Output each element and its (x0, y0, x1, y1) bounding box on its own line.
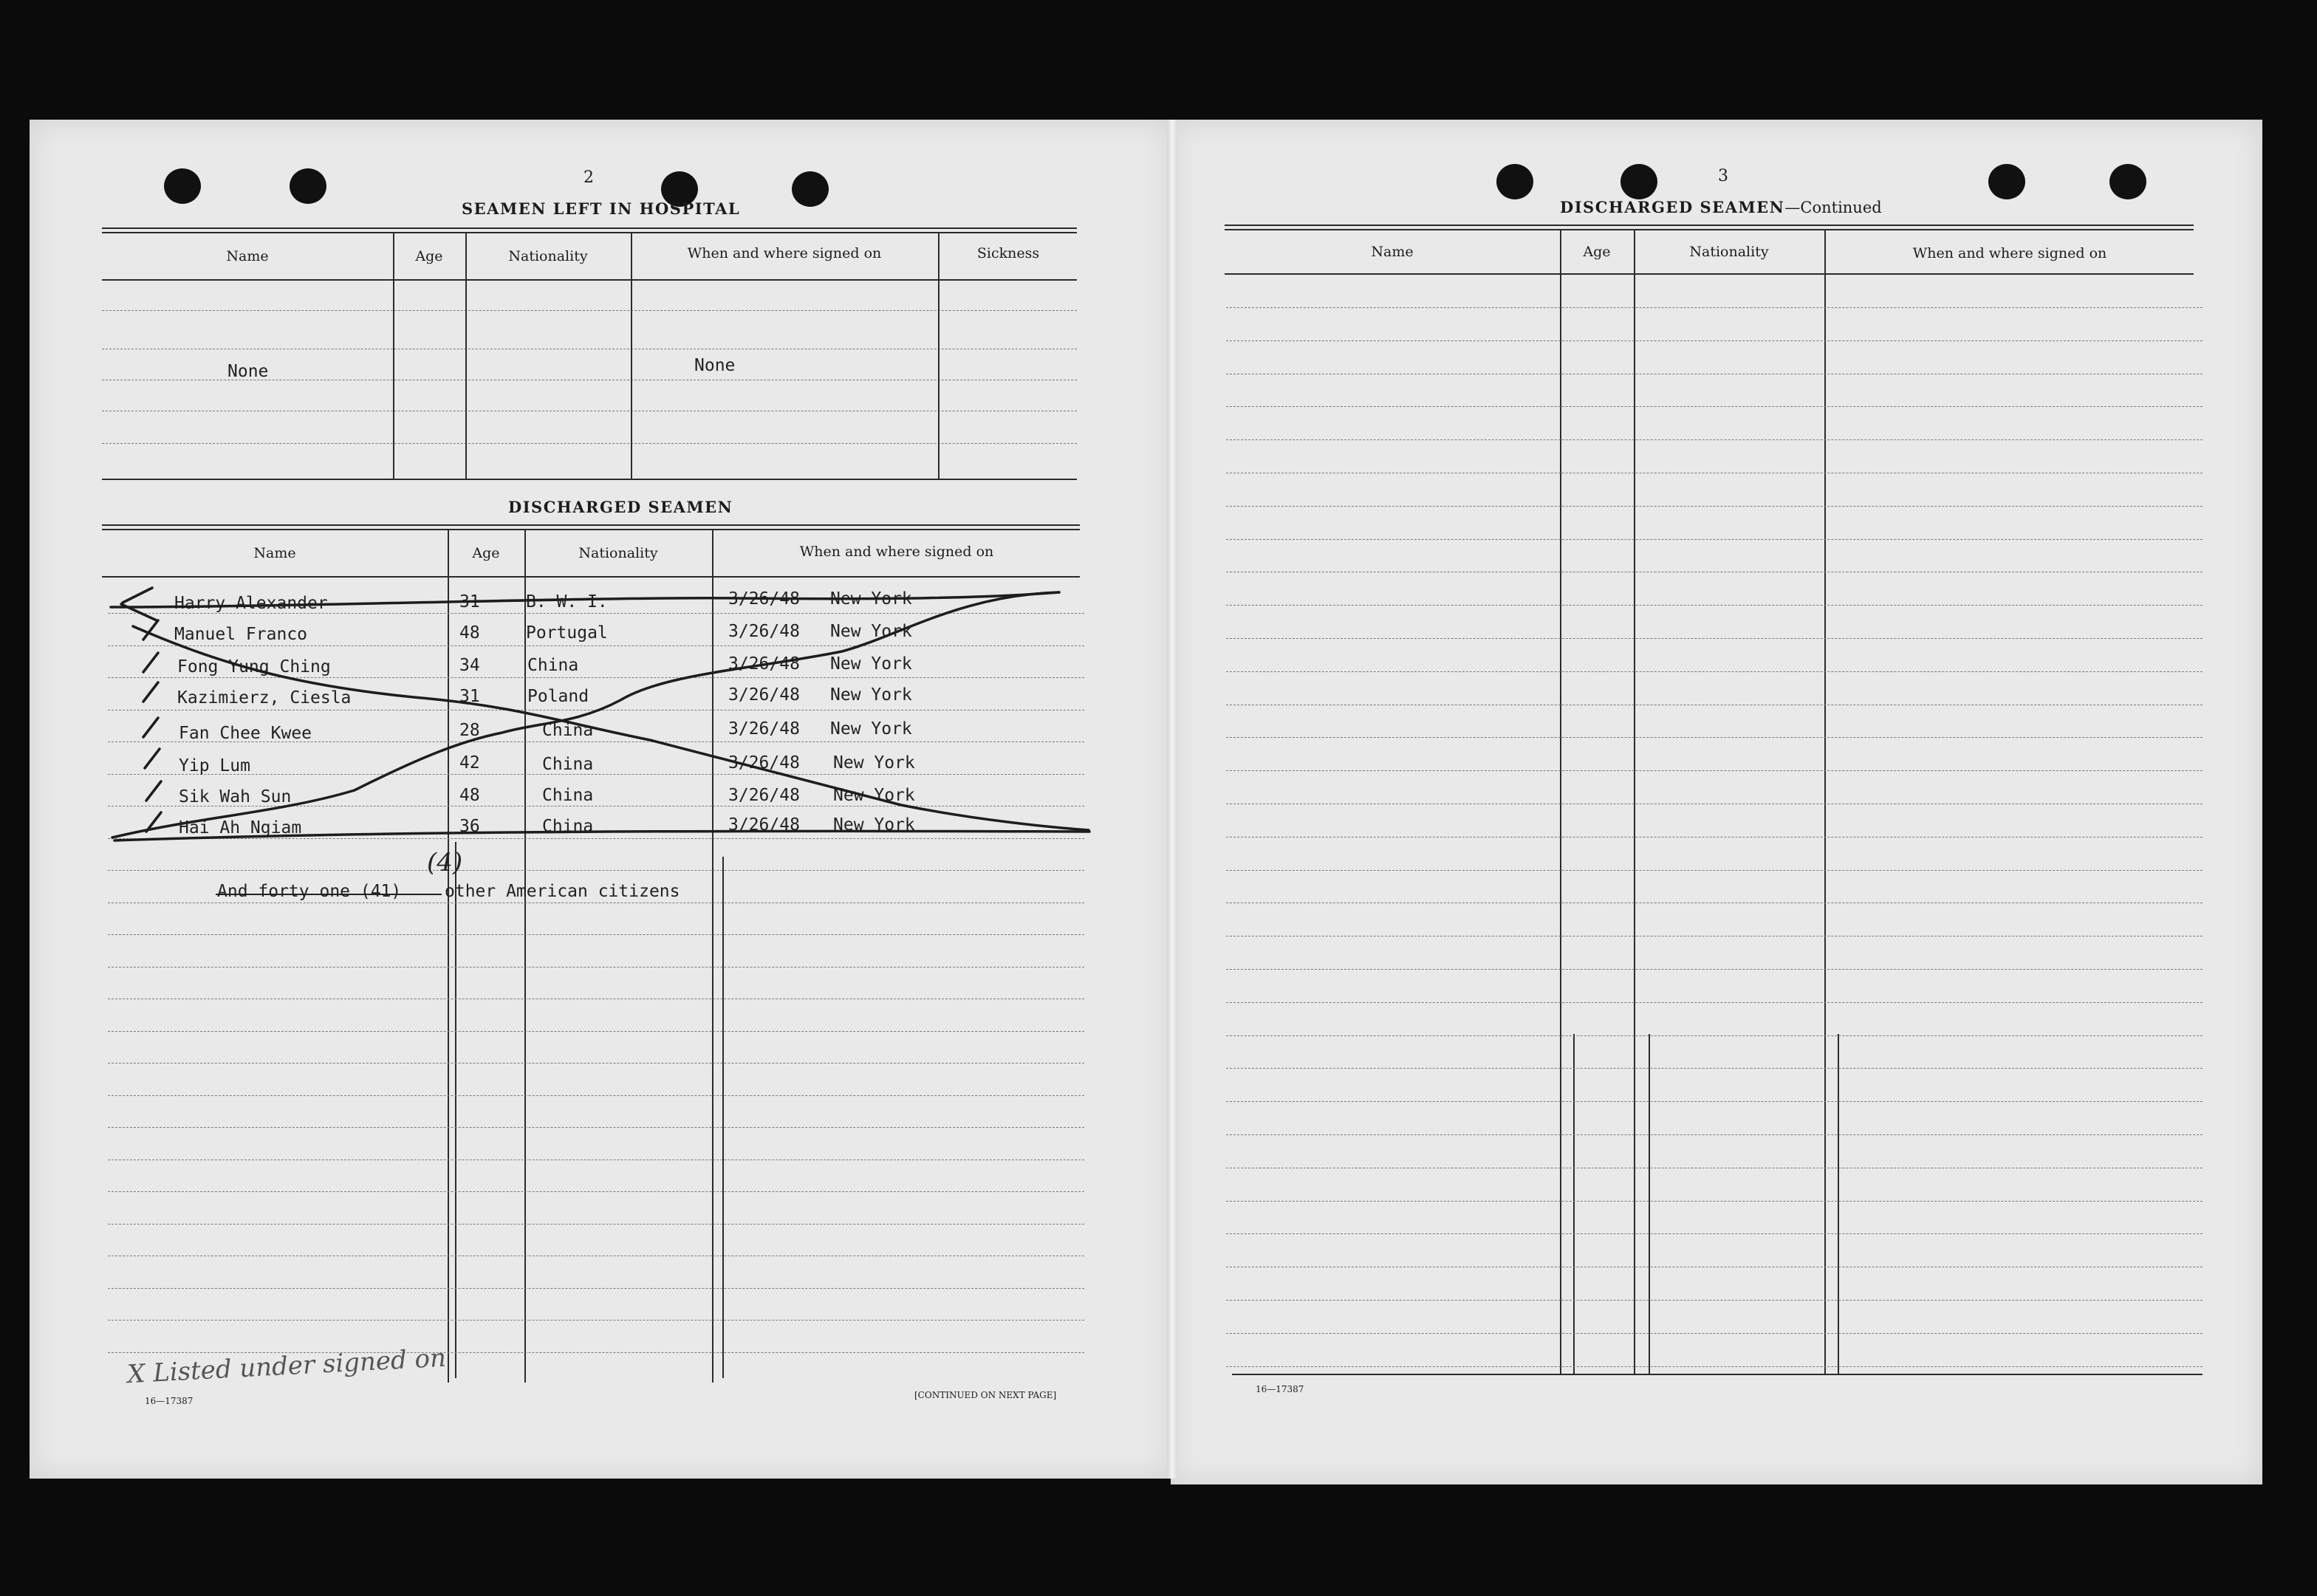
seaman-name: Fan Chee Kwee (179, 724, 312, 743)
rule-line (1226, 539, 2203, 540)
seaman-name: Fong Yung Ching (177, 657, 331, 677)
column-rule (1634, 229, 1635, 1375)
seaman-age: 31 (459, 687, 480, 706)
column-rule (1838, 1034, 1839, 1375)
rule-line (1226, 770, 2203, 771)
seaman-nationality: China (542, 786, 594, 805)
right-bottom-rule (1232, 1374, 2203, 1375)
seaman-signed-date: 3/26/48 (728, 622, 800, 641)
seaman-signed-place: New York (833, 815, 915, 835)
hospital-section-title: SEAMEN LEFT IN HOSPITAL (462, 199, 741, 218)
seaman-signed-place: New York (830, 685, 912, 705)
hospital-when-entry: None (694, 356, 736, 375)
rule-line (1226, 307, 2203, 308)
seaman-nationality: China (542, 755, 594, 774)
seaman-signed-date: 3/26/48 (728, 589, 800, 609)
citizens-text: other American citizens (445, 882, 680, 901)
right-header-name: Name (1371, 244, 1414, 260)
rule-line (1226, 1233, 2203, 1234)
rule-line (1226, 1035, 2203, 1036)
seaman-signed-date: 3/26/48 (728, 654, 800, 674)
rule-line (1226, 969, 2203, 970)
cross-out-strokes (111, 588, 1089, 840)
hospital-name-entry: None (227, 362, 269, 381)
seaman-age: 28 (459, 721, 480, 740)
left-form-number: 16—17387 (145, 1396, 194, 1406)
discharged-section-title: DISCHARGED SEAMEN (508, 498, 733, 516)
seaman-signed-date: 3/26/48 (728, 753, 800, 773)
seaman-name: Yip Lum (179, 756, 250, 775)
seaman-name: Kazimierz, Ciesla (177, 688, 352, 708)
continued-note: [CONTINUED ON NEXT PAGE] (914, 1390, 1057, 1400)
rule-line (1226, 1366, 2203, 1367)
seaman-nationality: China (527, 656, 579, 675)
right-header-nationality: Nationality (1689, 244, 1769, 260)
seaman-signed-place: New York (833, 753, 915, 773)
rule-line (1226, 439, 2203, 440)
discharged-header-nationality: Nationality (578, 545, 658, 561)
seaman-signed-date: 3/26/48 (728, 815, 800, 835)
rule-line (1226, 1101, 2203, 1102)
seaman-name: Sik Wah Sun (179, 787, 292, 806)
seaman-age: 42 (459, 753, 480, 773)
discharged-header-name: Name (253, 545, 296, 561)
hospital-header-sickness: Sickness (976, 245, 1040, 261)
seaman-age: 36 (459, 817, 480, 836)
seaman-signed-place: New York (830, 719, 912, 739)
right-title-suffix: —Continued (1784, 199, 1882, 216)
column-rule (1649, 1034, 1650, 1375)
rule-line (1226, 1333, 2203, 1334)
seaman-signed-place: New York (833, 786, 915, 805)
right-page-number: 3 (1718, 167, 1728, 185)
rule-line (1226, 638, 2203, 639)
rule-line (1226, 406, 2203, 407)
discharged-header-age: Age (472, 545, 500, 561)
hospital-header-name: Name (226, 248, 269, 264)
left-page-number: 2 (583, 168, 594, 187)
rule-line (1226, 605, 2203, 606)
rule-line (1226, 1002, 2203, 1003)
rule-line (1226, 1134, 2203, 1135)
seaman-age: 34 (459, 656, 480, 675)
seaman-nationality: B. W. I. (526, 592, 608, 612)
handwritten-note: X Listed under signed on (126, 1343, 447, 1390)
seaman-age: 31 (459, 592, 480, 612)
discharged-header-when-signed: When and where signed on (799, 544, 994, 560)
rule-line (1226, 1068, 2203, 1069)
seaman-signed-place: New York (830, 654, 912, 674)
seaman-signed-place: New York (830, 622, 912, 641)
right-header-age: Age (1583, 244, 1611, 260)
seaman-signed-date: 3/26/48 (728, 786, 800, 805)
right-top-rule (1225, 225, 2194, 230)
rule-line (1226, 837, 2203, 838)
right-header-when-signed: When and where signed on (1912, 245, 2107, 261)
hospital-header-when-signed: When and where signed on (687, 245, 882, 261)
citizens-struck-text: And forty one (41) (217, 882, 402, 901)
rule-line (1226, 1300, 2203, 1301)
right-section-title (1560, 198, 1882, 216)
column-rule (1573, 1034, 1575, 1375)
seaman-signed-place: New York (830, 589, 912, 609)
column-rule (1824, 229, 1826, 1375)
rule-line (1226, 340, 2203, 341)
right-header-rule (1225, 273, 2194, 275)
hospital-header-nationality: Nationality (508, 248, 588, 264)
seaman-age: 48 (459, 786, 480, 805)
seaman-signed-date: 3/26/48 (728, 685, 800, 705)
rule-line (1226, 737, 2203, 738)
right-title-main: DISCHARGED SEAMEN (1560, 198, 1785, 216)
hospital-header-age: Age (415, 248, 443, 264)
seaman-nationality: Portugal (526, 623, 608, 643)
column-rule (1560, 229, 1561, 1375)
rule-line (1226, 506, 2203, 507)
seaman-name: Hai Ah Ngiam (179, 818, 302, 838)
seaman-age: 48 (459, 623, 480, 643)
seaman-name: Manuel Franco (174, 625, 308, 644)
rule-line (1226, 671, 2203, 672)
seaman-nationality: Poland (527, 687, 589, 706)
handwritten-count: (4) (427, 848, 463, 877)
seaman-nationality: China (542, 817, 594, 836)
rule-line (1226, 870, 2203, 871)
right-form-number: 16—17387 (1256, 1384, 1304, 1394)
seaman-nationality: China (542, 721, 594, 740)
seaman-name: Harry Alexander (174, 594, 328, 613)
seaman-signed-date: 3/26/48 (728, 719, 800, 739)
rule-line (1226, 1201, 2203, 1202)
